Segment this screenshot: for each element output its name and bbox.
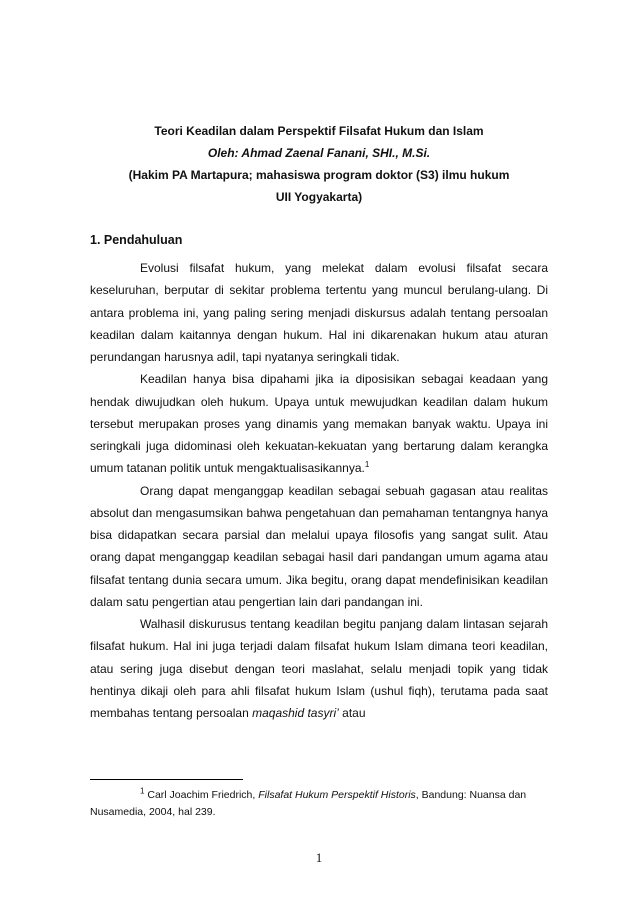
paragraph-1: Evolusi filsafat hukum, yang melekat dalam evolusi filsafat secara keseluruhan, berputar di sekitar problema tertentu yang muncul berulang-ulang. Di antara problema ini, yang paling sering menjadi diskursus adalah tentang persoalan keadilan dalam kaitannya dengan hukum. Hal ini dikarenakan hukum atau aturan perundangan harusnya adil, tapi nyatanya seringkali tidak. [90, 261, 548, 364]
author-line: Oleh: Ahmad Zaenal Fanani, SHI., M.Si. [207, 146, 431, 160]
page-number: 1 [315, 850, 323, 865]
footnote-book-title: Filsafat Hukum Perspektif Historis [258, 789, 416, 801]
footnote-ref[interactable]: 1 [364, 460, 370, 470]
footnote [90, 787, 548, 821]
paragraph-4 [90, 613, 548, 724]
paragraph-4-term: maqashid tasyri’ [252, 706, 339, 720]
affiliation-line-2: UII Yogyakarta) [275, 190, 363, 204]
document-title: Teori Keadilan dalam Perspektif Filsafat Hukum dan Islam [154, 124, 484, 138]
paragraph-2 [90, 368, 548, 479]
affiliation-line-1: (Hakim PA Martapura; mahasiswa program doktor (S3) ilmu hukum [128, 168, 510, 182]
footnote-text-after: , Bandung: Nuansa dan Nusamedia, 2004, hal 239. [90, 789, 527, 818]
body-text [90, 257, 548, 724]
footnote-divider [90, 779, 243, 780]
footnote-text-before: Carl Joachim Friedrich, [144, 789, 259, 801]
paragraph-2-text: Keadilan hanya bisa dipahami jika ia diposisikan sebagai keadaan yang hendak diwujudkan oleh hukum. Upaya untuk mewujudkan keadilan dalam hukum tersebut merupakan proses yang dinamis yang memakan banyak waktu. Upaya ini seringkali juga didominasi oleh kekuatan-kekuatan yang bertarung dalam kerangka umum tatanan politik untuk mengaktualisasikannya. [90, 372, 548, 476]
paragraph-3: Orang dapat menganggap keadilan sebagai sebuah gagasan atau realitas absolut dan mengasumsikan bahwa pengetahuan dan pemahaman tentangnya hanya bisa didapatkan secara parsial dan melalui upaya filosofis yang sangat sulit. Atau orang dapat menganggap keadilan sebagai hasil dari pandangan umum agama atau filsafat tentang dunia secara umum. Jika begitu, orang dapat mendefinisikan keadilan dalam satu pengertian atau pengertian lain dari pandangan ini. [90, 483, 548, 609]
footnote-number: 1 [140, 786, 145, 796]
section-heading: 1. Pendahuluan [90, 233, 183, 247]
paragraph-4-text: Walhasil diskurusus tentang keadilan begitu panjang dalam lintasan sejarah filsafat hukum. Hal ini juga terjadi dalam filsafat hukum Islam dimana teori keadilan, atau sering juga disebut dengan teori maslahat, selalu menjadi topik yang tidak hentinya dikaji oleh para ahli filsafat hukum Islam (ushul fiqh), terutama pada saat membahas tentang persoalan [90, 617, 548, 720]
paragraph-4-end: atau [338, 706, 366, 720]
